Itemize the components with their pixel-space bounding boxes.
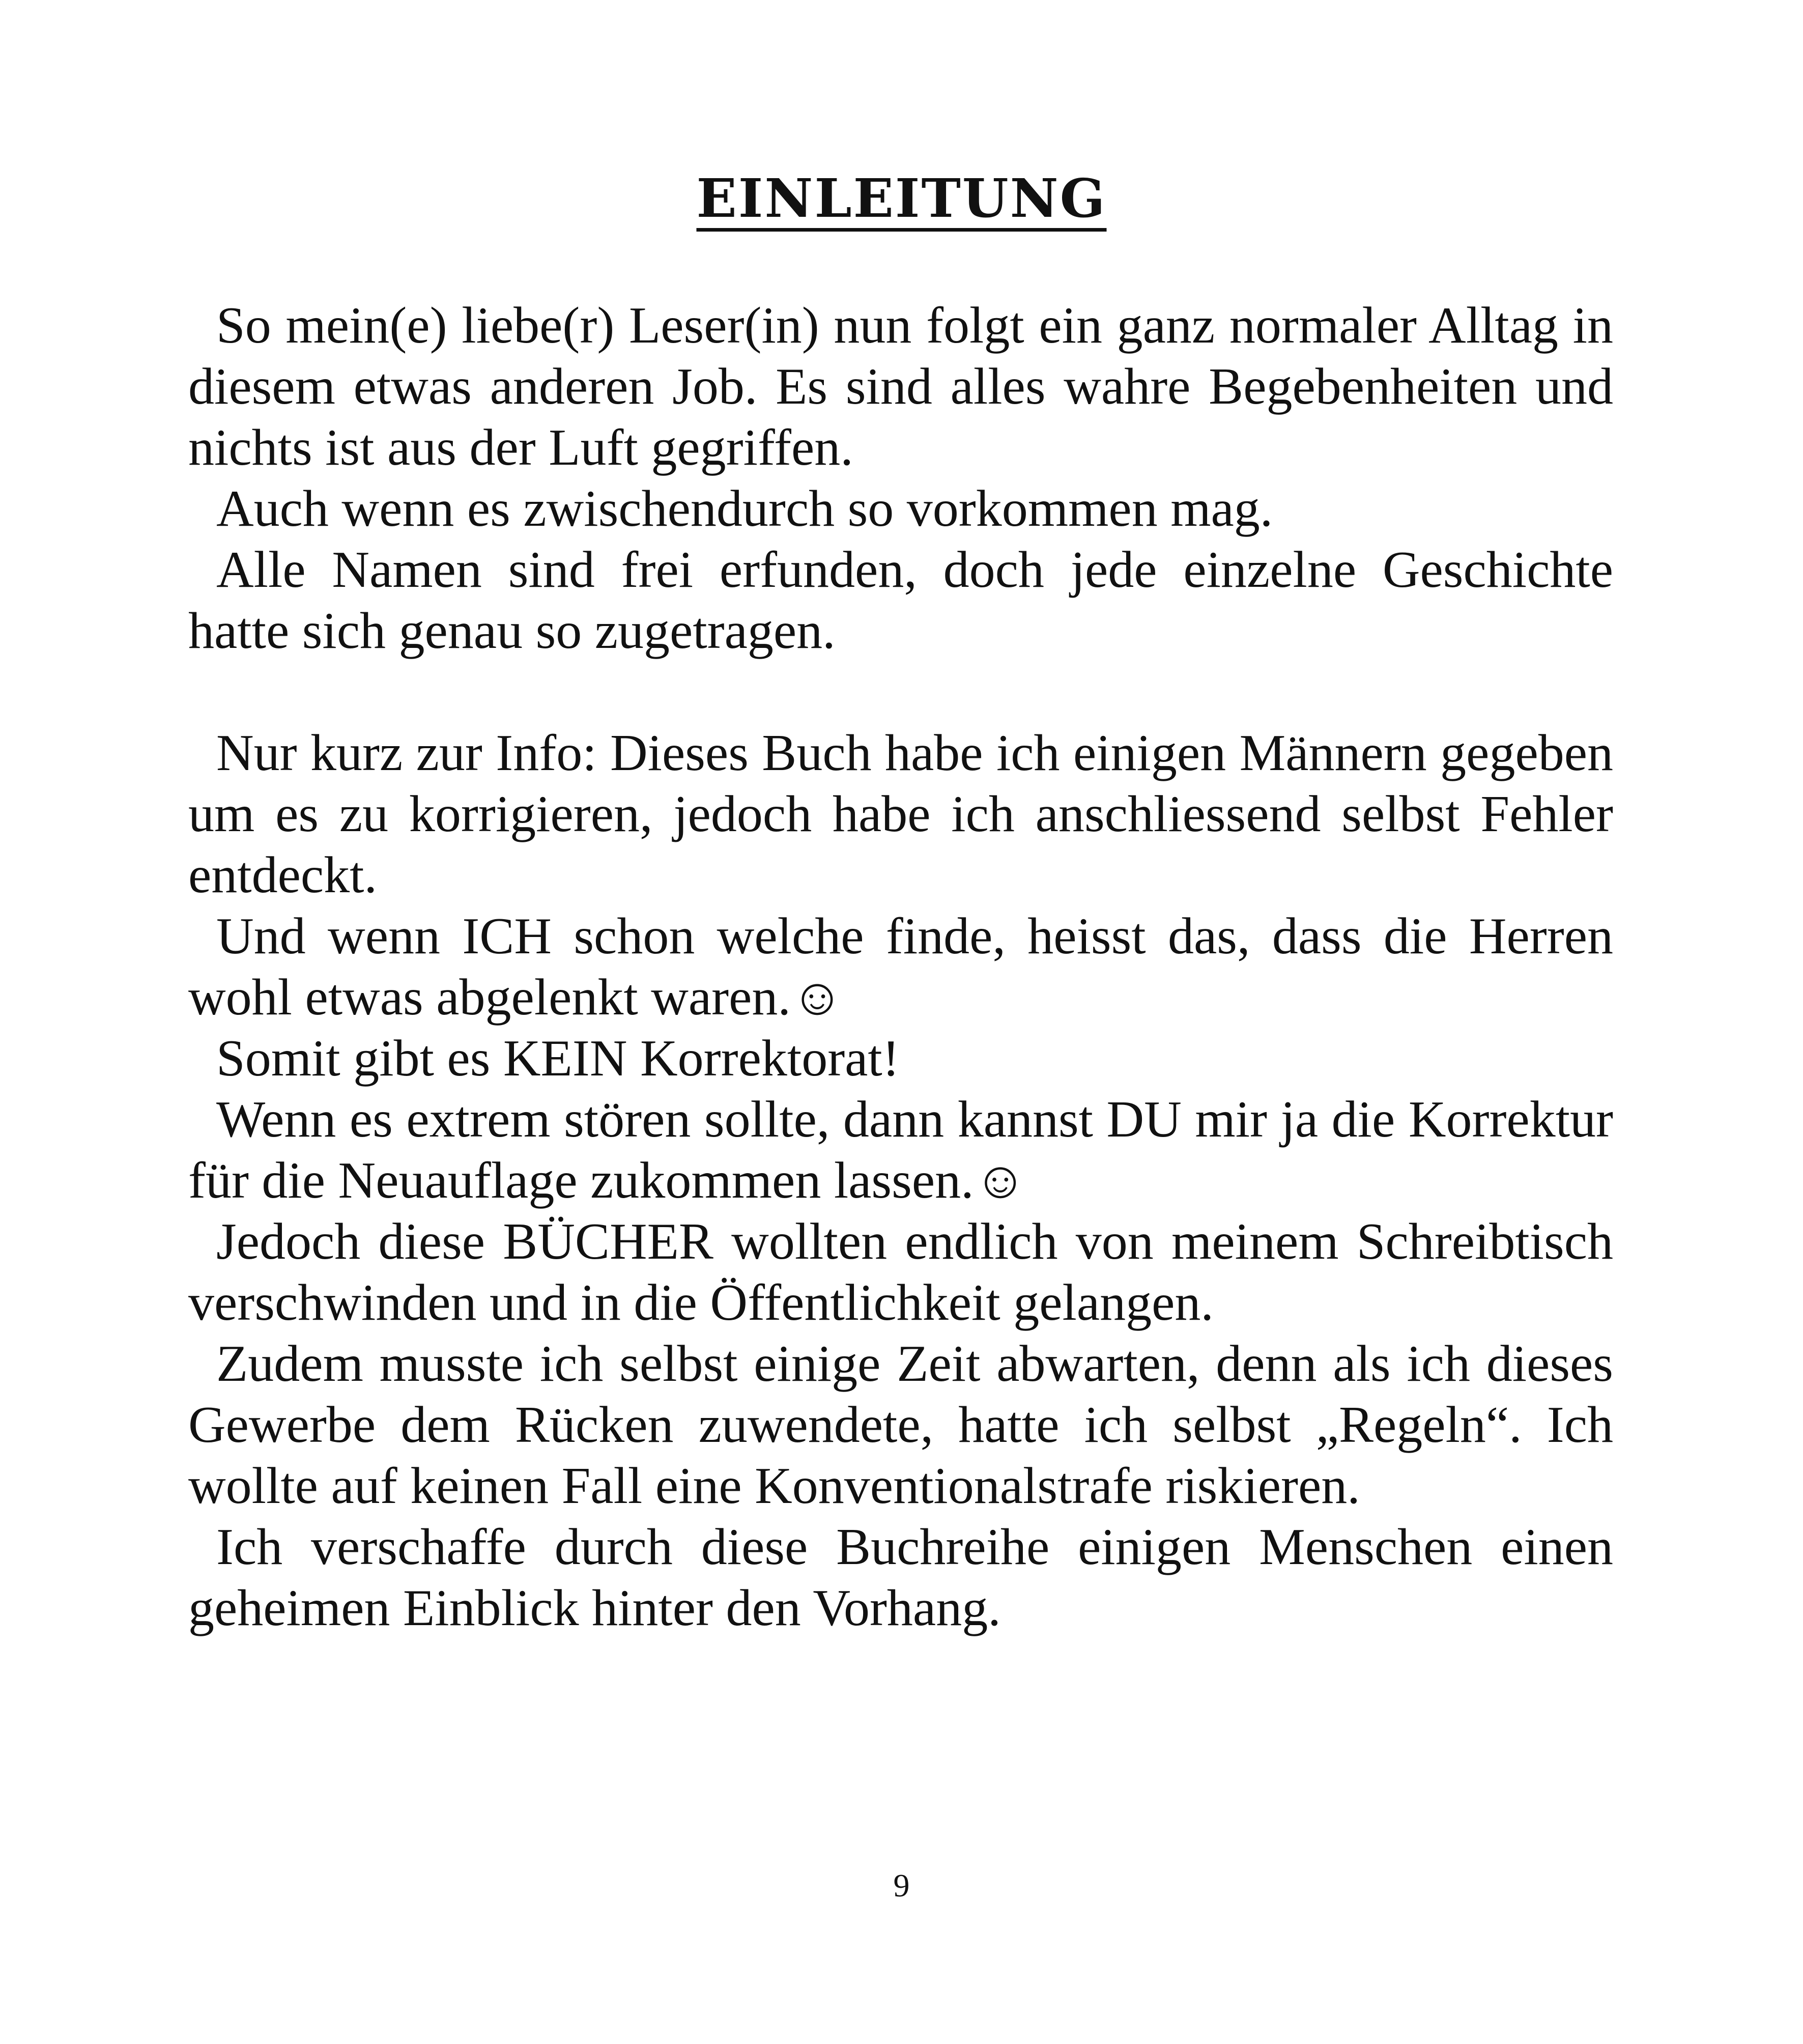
page-number: 9 <box>893 1867 910 1904</box>
chapter-heading <box>0 163 1803 234</box>
paragraph: So mein(e) liebe(r) Leser(in) nun folgt ein ganz normaler Alltag in diesem etwas anderen Job. Es sind alles wahre Begebenheiten und nichts ist aus der Luft gegriffen. <box>188 297 1613 476</box>
chapter-heading-text: EINLEITUNG <box>696 167 1107 230</box>
paragraph-gap <box>188 662 1613 723</box>
paragraph: Ich verschaffe durch diese Buchreihe einigen Menschen einen geheimen Einblick hinter den Vorhang. <box>188 1518 1613 1637</box>
paragraph: Alle Namen sind frei erfunden, doch jede einzelne Geschichte hatte sich genau so zugetragen. <box>188 541 1613 660</box>
paragraph: Auch wenn es zwischendurch so vorkommen mag. <box>216 480 1273 537</box>
paragraph: Nur kurz zur Info: Dieses Buch habe ich einigen Männern gegeben um es zu korrigieren, jedoch habe ich anschliessend selbst Fehler entdeckt. <box>188 724 1613 904</box>
chapter-body <box>188 295 1613 1639</box>
paragraph: Zudem musste ich selbst einige Zeit abwarten, denn als ich dieses Gewerbe dem Rücken zuwendete, hatte ich selbst „Regeln“. Ich wollte auf keinen Fall eine Konventionalstrafe riskieren. <box>188 1335 1613 1515</box>
paragraph: Und wenn ICH schon welche finde, heisst das, dass die Herren wohl etwas abgelenkt waren.☺ <box>188 907 1613 1026</box>
paragraph: Somit gibt es KEIN Korrektorat! <box>216 1030 900 1087</box>
paragraph: Jedoch diese BÜCHER wollten endlich von meinem Schreibtisch verschwinden und in die Öffentlichkeit gelangen. <box>188 1213 1613 1331</box>
paragraph: Wenn es extrem stören sollte, dann kannst DU mir ja die Korrektur für die Neuauflage zukommen lassen.☺ <box>188 1091 1613 1209</box>
